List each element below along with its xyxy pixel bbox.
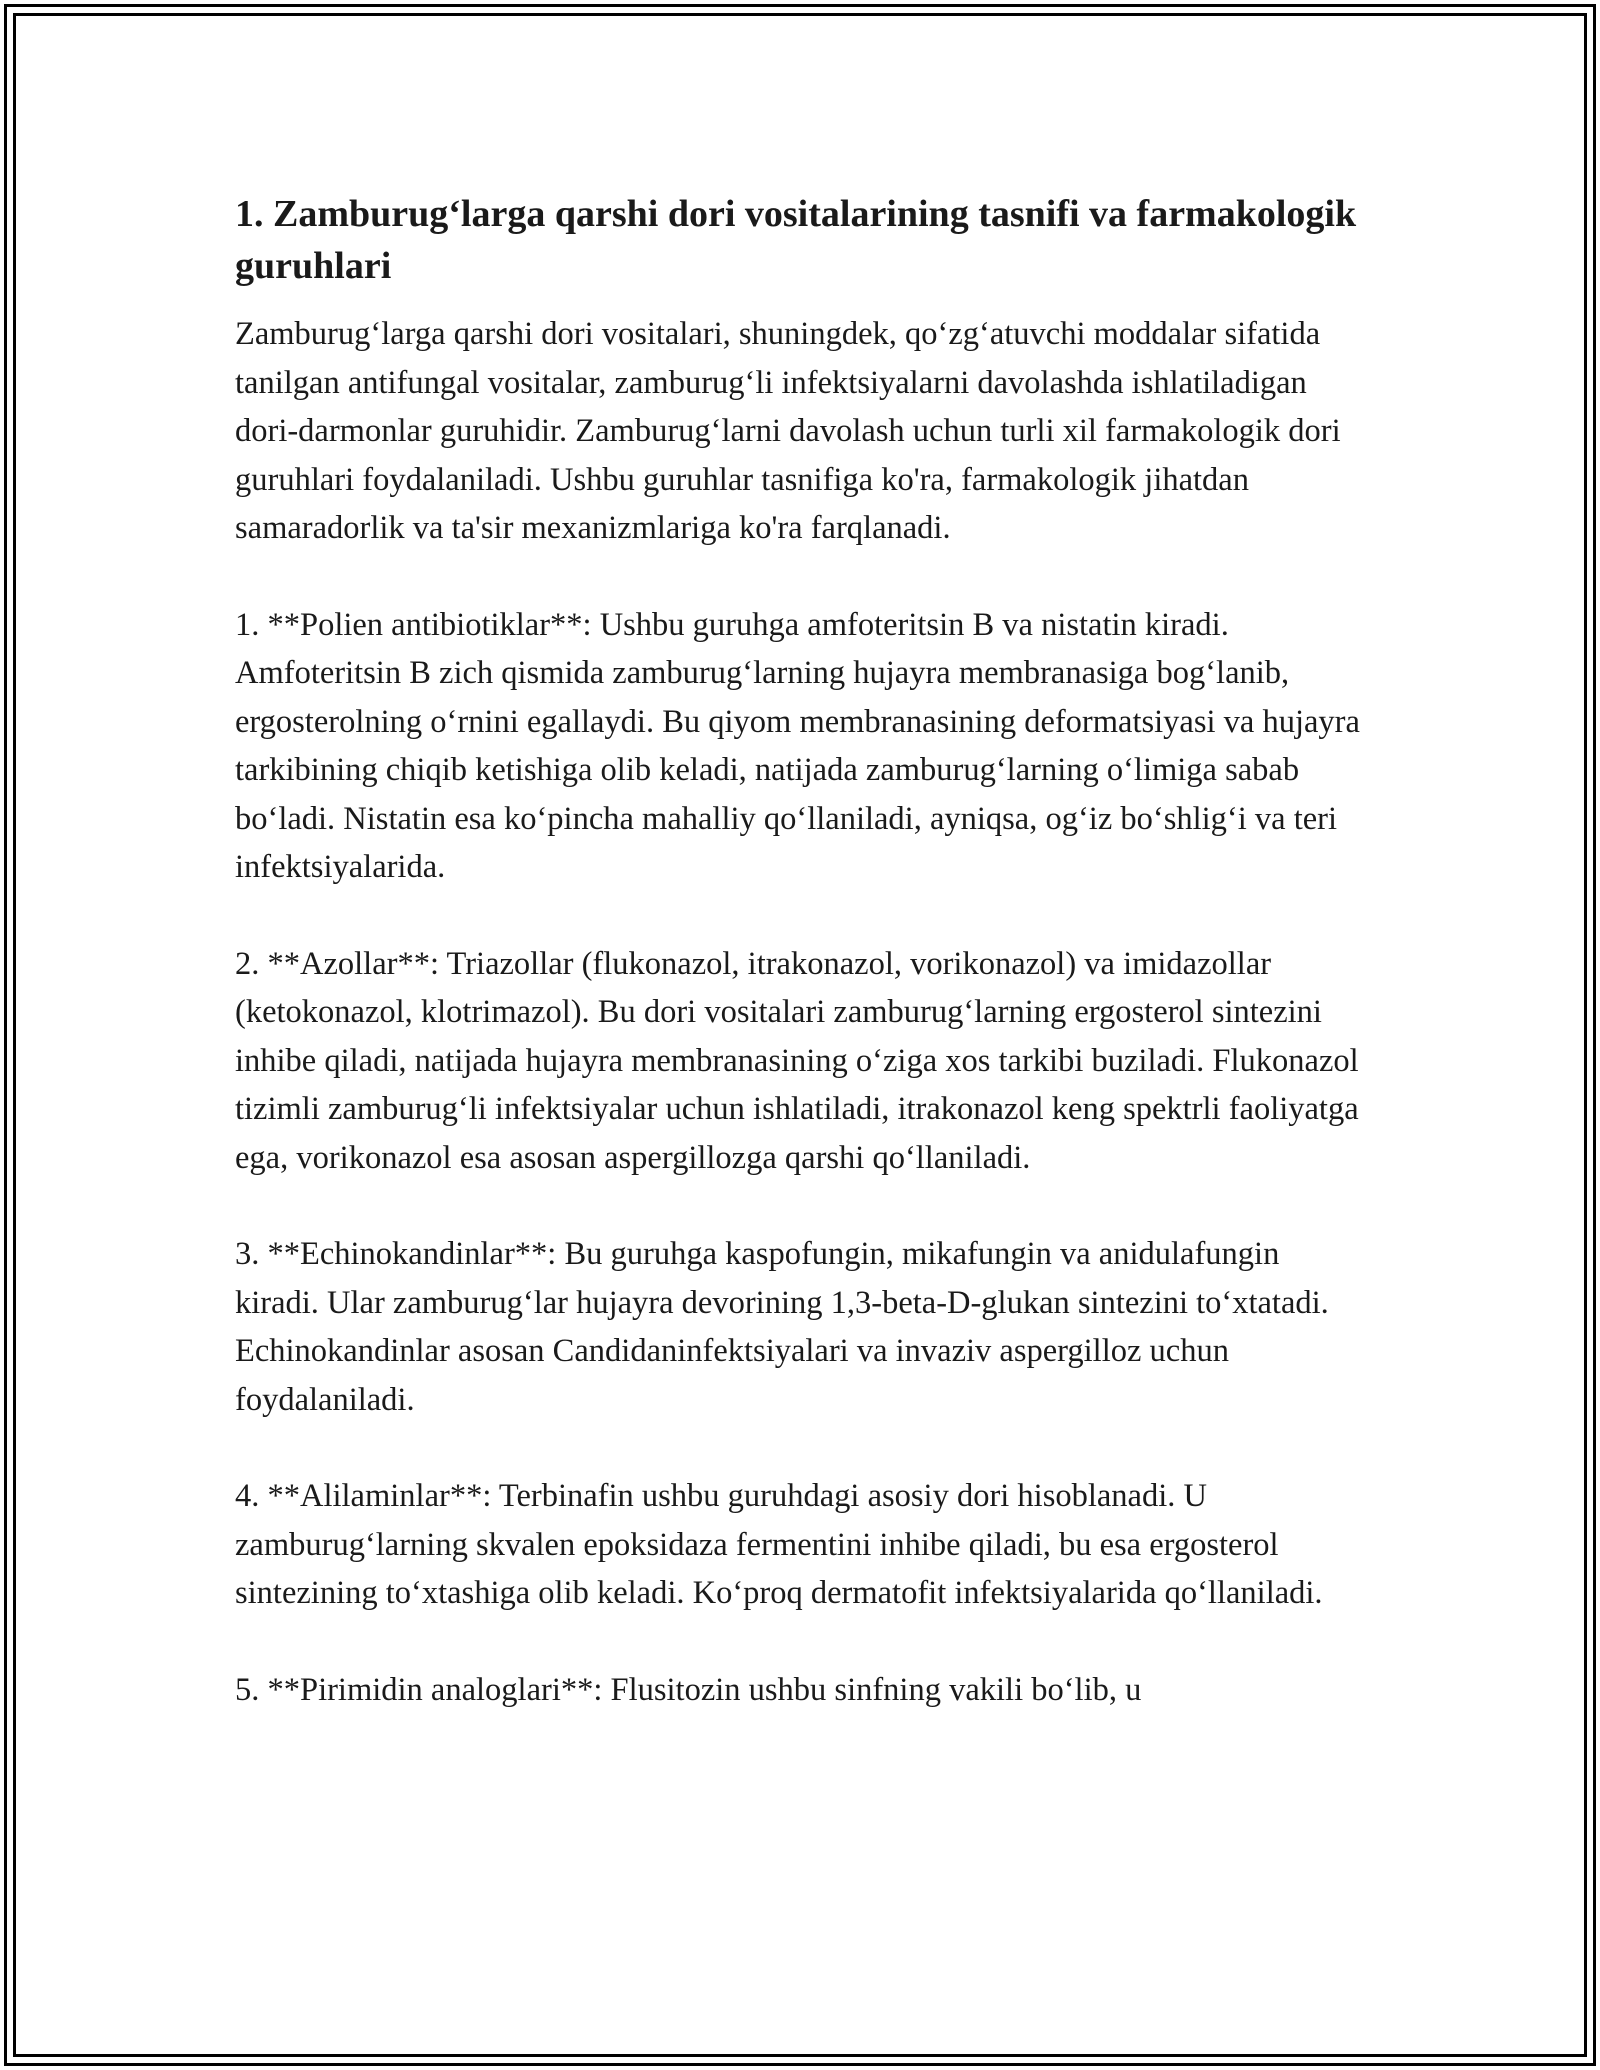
document-body [235, 188, 1365, 1762]
intro-paragraph: Zamburug‘larga qarshi dori vositalari, shuningdek, qo‘zg‘atuvchi moddalar sifatida tanilgan antifungal vositalar, zamburug‘li infektsiyalarni davolashda ishlatiladigan dori-darmonlar guruhidir. Zamburug‘larni davolash uchun turli xil farmakologik dori guruhlari foydalaniladi. Ushbu guruhlar tasnifiga ko'ra, farmakologik jihatdan samaradorlik va ta'sir mexanizmlariga ko'ra farqlanadi. [235, 316, 1341, 546]
pirimidin-paragraph: 5. **Pirimidin analoglari**: Flusitozin ushbu sinfning vakili bo‘lib, u [235, 1671, 1142, 1708]
azollar-paragraph: 2. **Azollar**: Triazollar (flukonazol, itrakonazol, vorikonazol) va imidazollar (ketokonazol, klotrimazol). Bu dori vositalari zamburug‘larning ergosterol sintezini inhibe qiladi, natijada hujayra membranasining o‘ziga xos tarkibi buziladi. Flukonazol tizimli zamburug‘li infektsiyalar uchun ishlatiladi, itrakonazol keng spektrli faoliyatga ega, vorikonazol esa asosan aspergillozga qarshi qo‘llaniladi. [235, 945, 1359, 1176]
polien-paragraph: 1. **Polien antibiotiklar**: Ushbu guruhga amfoteritsin B va nistatin kiradi. Amfoteritsin B zich qismida zamburug‘larning hujayra membranasiga bog‘lanib, ergosterolning o‘rnini egallaydi. Bu qiyom membranasining deformatsiyasi va hujayra tarkibining chiqib ketishiga olib keladi, natijada zamburug‘larning o‘limiga sabab bo‘ladi. Nistatin esa ko‘pincha mahalliy qo‘llaniladi, ayniqsa, og‘iz bo‘shlig‘i va teri infektsiyalarida. [235, 606, 1360, 885]
section-heading: 1. Zamburug‘larga qarshi dori vositalarining tasnifi va farmakologik guruhlari [235, 193, 1357, 287]
echinokandinlar-paragraph: 3. **Echinokandinlar**: Bu guruhga kaspofungin, mikafungin va anidulafungin kiradi. Ular zamburug‘lar hujayra devorining 1,3-beta-D-glukan sintezini to‘xtatadi. Echinokandinlar asosan Candidaninfektsiyalari va invaziv aspergilloz uchun foydalaniladi. [235, 1236, 1329, 1418]
alilaminlar-paragraph: 4. **Alilaminlar**: Terbinafin ushbu guruhdagi asosiy dori hisoblanadi. U zamburug‘larning skvalen epoksidaza fermentini inhibe qiladi, bu esa ergosterol sintezining to‘xtashiga olib keladi. Ko‘proq dermatofit infektsiyalarida qo‘llaniladi. [235, 1478, 1323, 1611]
